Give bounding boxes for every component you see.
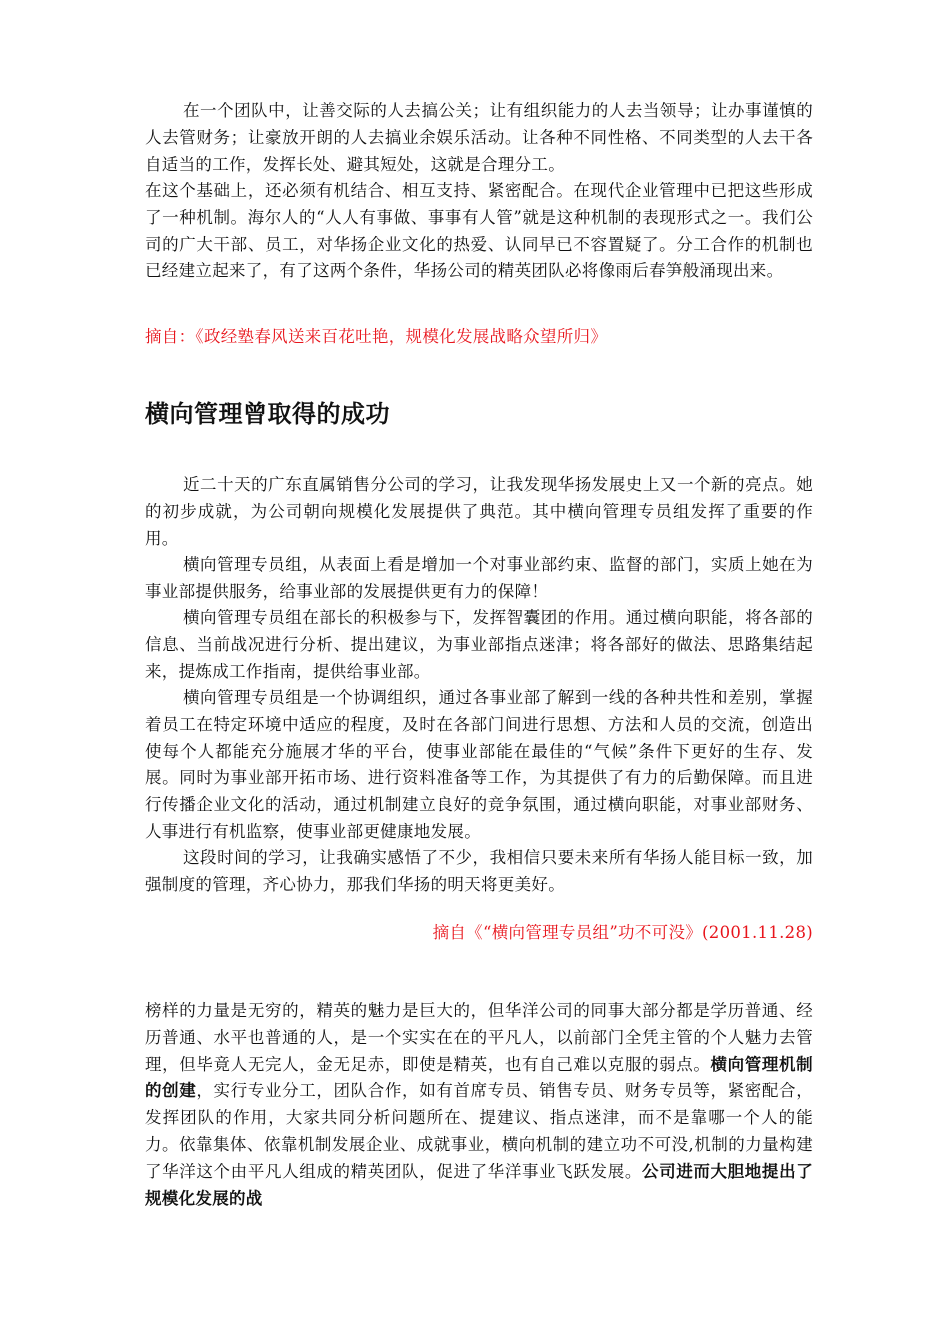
source-citation-1: 摘自：《政经塾春风送来百花吐艳，规模化发展战略众望所归》 (145, 327, 608, 346)
paragraph-coordination: 横向管理专员组是一个协调组织，通过各事业部了解到一线的各种共性和差别，掌握着员工在特定环境中适应的程度，及时在各部门间进行思想、方法和人员的交流，创造出使每个人都能充分施展才华的平台，使事业部能在最佳的“气候”条件下更好的生存、发展。同时为事业部开拓市场、进行资料准备等工作，为其提供了有力的后勤保障。而且进行传播企业文化的活动，通过机制建立良好的竞争氛围，通过横向职能，对事业部财务、人事进行有机监察，使事业部更健康地发展。 (145, 688, 813, 841)
paragraph-study: 近二十天的广东直属销售分公司的学习，让我发现华扬发展史上又一个新的亮点。她的初步成就，为公司朝向规模化发展提供了典范。其中横向管理专员组发挥了重要的作用。 (145, 475, 813, 548)
section-heading: 横向管理曾取得的成功 (145, 400, 390, 428)
paragraph-text-part1: 榜样的力量是无穷的，精英的魅力是巨大的，但华洋公司的同事大部分都是学历普通、经历普通、水平也普通的人，是一个实实在在的平凡人，以前部门全凭主管的个人魅力去管理，但毕竟人无完人，金无足赤，即使是精英，也有自己难以克服的弱点。 (145, 1001, 813, 1074)
paragraph-service: 横向管理专员组，从表面上看是增加一个对事业部约束、监督的部门，实质上她在为事业部提供服务，给事业部的发展提供更有力的保障！ (145, 555, 813, 601)
bold-phrase-mechanism: 横向管理机制的创建 (145, 1054, 813, 1101)
paragraph-division-of-labor: 在一个团队中，让善交际的人去搞公关；让有组织能力的人去当领导；让办事谨慎的人去管财务；让豪放开朗的人去搞业余娱乐活动。让各种不同性格、不同类型的人去干各自适当的工作，发挥长处、避其短处，这就是合理分工。 (145, 101, 813, 174)
paragraph-mechanism: 在这个基础上，还必须有机结合、相互支持、紧密配合。在现代企业管理中已把这些形成了一种机制。海尔人的“人人有事做、事事有人管”就是这种机制的表现形式之一。我们公司的广大干部、员工，对华扬企业文化的热爱、认同早已不容置疑了。分工合作的机制也已经建立起来了，有了这两个条件，华扬公司的精英团队必将像雨后春笋般涌现出来。 (145, 181, 813, 281)
paragraph-text-part2: ，实行专业分工，团队合作，如有首席专员、销售专员、财务专员等，紧密配合，发挥团队的作用，大家共同分析问题所在、提建议、指点迷津，而不是靠哪一个人的能力。依靠集体、依靠机制发展企业、成就事业，横向机制的建立功不可没,机制的力量构建了华洋这个由平凡人组成的精英团队，促进了华洋事业飞跃发展。 (145, 1081, 813, 1181)
bold-phrase-strategy: 公司进而大胆地提出了规模化发展的战 (145, 1161, 813, 1208)
paragraph-role-models (145, 998, 813, 1212)
paragraph-think-tank: 横向管理专员组在部长的积极参与下，发挥智囊团的作用。通过横向职能，将各部的信息、当前战况进行分析、提出建议，为事业部指点迷津；将各部好的做法、思路集结起来，提炼成工作指南，提供给事业部。 (145, 608, 813, 681)
source-citation-2: 摘自《“横向管理专员组”功不可没》(2001.11.28) (432, 923, 813, 942)
paragraph-reflection: 这段时间的学习，让我确实感悟了不少，我相信只要未来所有华扬人能目标一致，加强制度的管理，齐心协力，那我们华扬的明天将更美好。 (145, 848, 813, 894)
